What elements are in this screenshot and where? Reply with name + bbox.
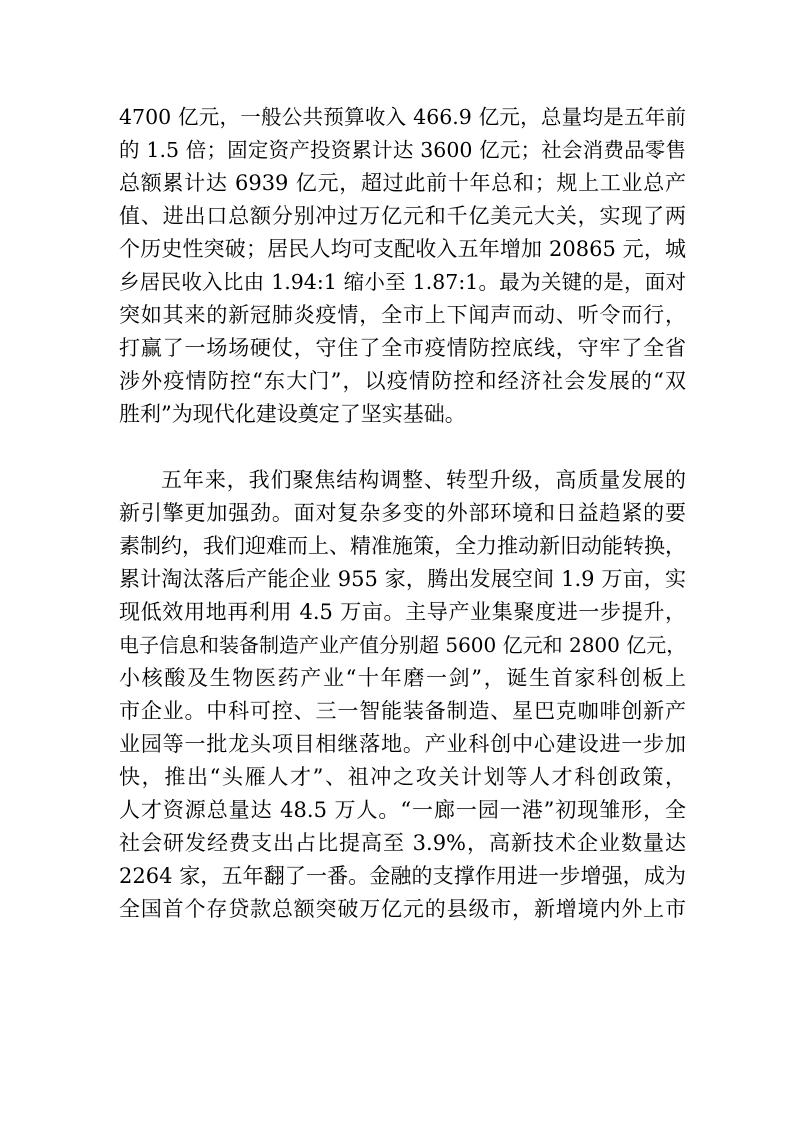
paragraph-line: 突如其来的新冠肺炎疫情，全市上下闻声而动、听令而行， bbox=[119, 303, 686, 327]
paragraph-line: 的 1.5 倍；固定资产投资累计达 3600 亿元；社会消费品零售 bbox=[119, 138, 686, 162]
paragraph-line: 2264 家，五年翻了一番。金融的支撑作用进一步增强，成为 bbox=[119, 864, 686, 888]
paragraph-line: 个历史性突破；居民人均可支配收入五年增加 20865 元，城 bbox=[119, 237, 686, 261]
paragraph-line: 市企业。中科可控、三一智能装备制造、星巴克咖啡创新产 bbox=[119, 699, 686, 723]
paragraph-line: 电子信息和装备制造产业产值分别超 5600 亿元和 2800 亿元， bbox=[119, 633, 687, 657]
paragraph-line: 新引擎更加强劲。面对复杂多变的外部环境和日益趋紧的要 bbox=[119, 501, 686, 525]
paragraph-line: 累计淘汰落后产能企业 955 家，腾出发展空间 1.9 万亩，实 bbox=[119, 567, 686, 591]
paragraph-line: 乡居民收入比由 1.94:1 缩小至 1.87:1。最为关键的是，面对 bbox=[119, 270, 686, 294]
paragraph-line: 小核酸及生物医药产业“十年磨一剑”，诞生首家科创板上 bbox=[119, 666, 686, 690]
paragraph-line: 胜利”为现代化建设奠定了坚实基础。 bbox=[119, 402, 466, 426]
paragraph-line: 素制约，我们迎难而上、精准施策，全力推动新旧动能转换， bbox=[119, 534, 686, 558]
paragraph-line: 现低效用地再利用 4.5 万亩。主导产业集聚度进一步提升， bbox=[119, 600, 686, 624]
paragraph-line: 业园等一批龙头项目相继落地。产业科创中心建设进一步加 bbox=[119, 732, 686, 756]
paragraph-line: 总额累计达 6939 亿元，超过此前十年总和；规上工业总产 bbox=[119, 171, 686, 195]
paragraph-line: 涉外疫情防控“东大门”，以疫情防控和经济社会发展的“双 bbox=[119, 369, 686, 393]
paragraph-line: 值、进出口总额分别冲过万亿元和千亿美元大关，实现了两 bbox=[119, 204, 686, 228]
paragraph-line: 快，推出“头雁人才”、祖冲之攻关计划等人才科创政策， bbox=[119, 765, 686, 789]
paragraph-line: 全国首个存贷款总额突破万亿元的县级市，新增境内外上市 bbox=[119, 897, 686, 921]
paragraph-line: 人才资源总量达 48.5 万人。“一廊一园一港”初现雏形，全 bbox=[119, 798, 686, 822]
paragraph-line: 打赢了一场场硬仗，守住了全市疫情防控底线，守牢了全省 bbox=[119, 336, 686, 360]
paragraph-line: 4700 亿元，一般公共预算收入 466.9 亿元，总量均是五年前 bbox=[119, 105, 686, 129]
paragraph-line: 五年来，我们聚焦结构调整、转型升级，高质量发展的 bbox=[161, 468, 686, 492]
paragraph-line: 社会研发经费支出占比提高至 3.9%，高新技术企业数量达 bbox=[119, 831, 686, 855]
